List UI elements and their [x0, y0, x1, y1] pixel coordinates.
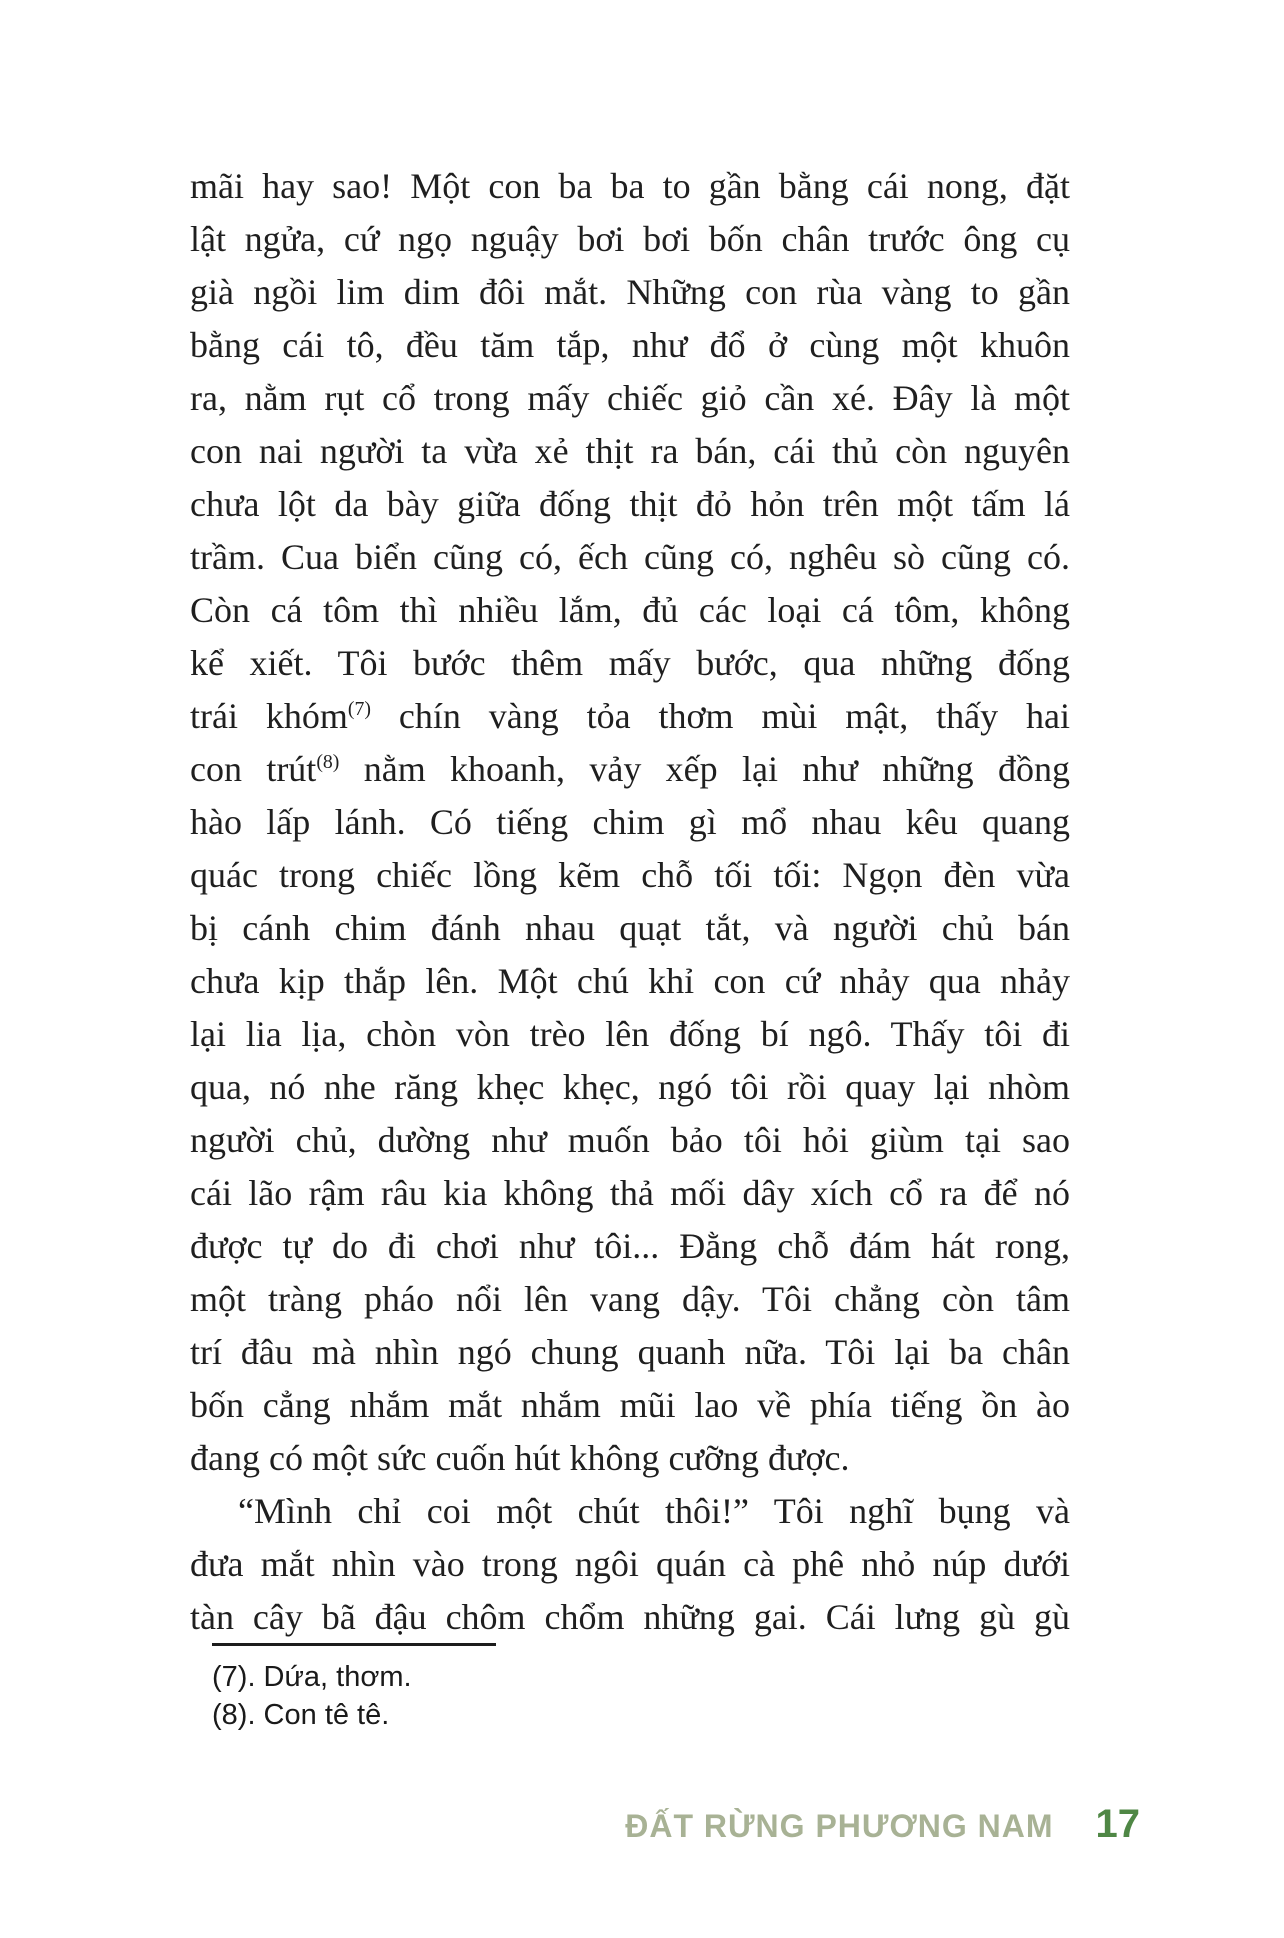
book-title: ĐẤT RỪNG PHƯƠNG NAM — [625, 1808, 1054, 1844]
text-line: bằng cái tô, đều tăm tắp, như đổ ở cùng một khuôn — [190, 325, 1070, 365]
footnote-list — [212, 1658, 812, 1734]
text-line: lật ngửa, cứ ngọ nguậy bơi bơi bốn chân trước ông cụ — [190, 219, 1070, 259]
text-line: trầm. Cua biển cũng có, ếch cũng có, nghêu sò cũng có. — [190, 537, 1070, 577]
text-line: quác trong chiếc lồng kẽm chỗ tối tối: Ngọn đèn vừa — [190, 855, 1070, 895]
text-line: Còn cá tôm thì nhiều lắm, đủ các loại cá tôm, không — [190, 590, 1070, 630]
text-line: đang có một sức cuốn hút không cưỡng được. — [190, 1438, 850, 1478]
text-line: chưa kịp thắp lên. Một chú khỉ con cứ nhảy qua nhảy — [190, 961, 1070, 1001]
footnote-item: (8). Con tê tê. — [212, 1699, 390, 1731]
text-line: đưa mắt nhìn vào trong ngôi quán cà phê nhỏ núp dưới — [190, 1544, 1070, 1584]
footnote-item: (7). Dứa, thơm. — [212, 1661, 412, 1693]
text-line: qua, nó nhe răng khẹc khẹc, ngó tôi rồi quay lại nhòm — [190, 1067, 1070, 1107]
text-line: lại lia lịa, chòn vòn trèo lên đống bí ngô. Thấy tôi đi — [190, 1014, 1070, 1054]
text-line: được tự do đi chơi như tôi... Đằng chỗ đám hát rong, — [190, 1226, 1070, 1266]
text-line: trí đâu mà nhìn ngó chung quanh nữa. Tôi lại ba chân — [190, 1332, 1070, 1372]
text-line: con nai người ta vừa xẻ thịt ra bán, cái thủ còn nguyên — [190, 431, 1070, 471]
text-line: trái khóm$^{(7)}$ chín vàng tỏa thơm mùi mật, thấy hai — [190, 696, 1070, 736]
text-line: bị cánh chim đánh nhau quạt tắt, và người chủ bán — [190, 908, 1070, 948]
text-line: bốn cẳng nhắm mắt nhắm mũi lao về phía tiếng ồn ào — [190, 1385, 1070, 1425]
text-line: “Mình chỉ coi một chút thôi!” Tôi nghĩ bụng và — [238, 1491, 1070, 1531]
text-line: già ngồi lim dim đôi mắt. Những con rùa vàng to gần — [190, 272, 1070, 312]
text-line: ra, nằm rụt cổ trong mấy chiếc giỏ cần xé. Đây là một — [190, 378, 1070, 418]
footnote-divider — [212, 1643, 496, 1646]
text-line: tàn cây bã đậu chôm chổm những gai. Cái lưng gù gù — [190, 1597, 1070, 1637]
text-line: con trút$^{(8)}$ nằm khoanh, vảy xếp lại như những đồng — [190, 749, 1070, 789]
text-line: mãi hay sao! Một con ba ba to gần bằng cái nong, đặt — [190, 166, 1070, 206]
footnote-ref: (7) — [347, 698, 371, 720]
text-line: người chủ, dường như muốn bảo tôi hỏi giùm tại sao — [190, 1120, 1070, 1160]
page-number: 17 — [1095, 1802, 1140, 1846]
body-text — [190, 160, 1070, 1644]
footnote-ref: (8) — [316, 751, 340, 773]
text-line: chưa lột da bày giữa đống thịt đỏ hỏn trên một tấm lá — [190, 484, 1070, 524]
text-line: cái lão rậm râu kia không thả mối dây xích cổ ra để nó — [190, 1173, 1070, 1213]
footnotes-block — [212, 1643, 812, 1734]
text-line: hào lấp lánh. Có tiếng chim gì mổ nhau kêu quang — [190, 802, 1070, 842]
text-line: một tràng pháo nổi lên vang dậy. Tôi chẳng còn tâm — [190, 1279, 1070, 1319]
text-line: kể xiết. Tôi bước thêm mấy bước, qua những đống — [190, 643, 1070, 683]
page-footer — [625, 1802, 1140, 1847]
